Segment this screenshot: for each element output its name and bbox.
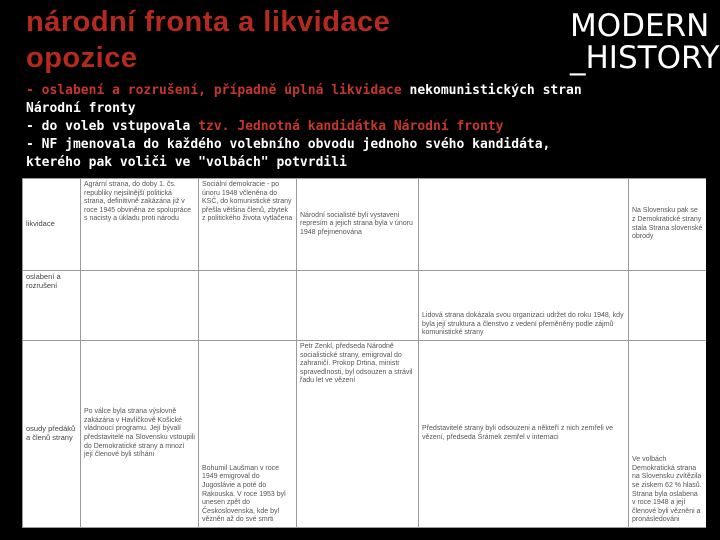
table-cell: Národní socialisté byli vystaveni represím a jejich strana byla v únoru 1948 přejmenována xyxy=(297,179,419,271)
bullet-2-text: - do voleb vstupovala xyxy=(26,119,199,134)
row-head-likvidace: likvidace xyxy=(23,179,81,271)
bullet-list xyxy=(26,82,706,172)
table-row xyxy=(23,341,707,528)
table-cell xyxy=(81,271,199,341)
table-cell: Po válce byla strana výslovně zakázána v Havlíčkově Košické vládnoucí programu. Její bývalí představitelé na Slovensku vstoupili do Demokratické strany a mnozí její členové byli stíháni xyxy=(81,341,199,528)
table-cell xyxy=(629,271,707,341)
bullet-3-cont xyxy=(26,154,706,172)
table-cell xyxy=(419,179,629,271)
bullet-3 xyxy=(26,136,706,154)
table-cell xyxy=(297,271,419,341)
table-row xyxy=(23,179,707,271)
bullet-3-cont-text: kterého pak voliči ve "volbách" potvrdili xyxy=(26,155,347,170)
bullet-1-highlight: - oslabení a rozrušení, případně úplná likvidace xyxy=(26,83,402,98)
bullet-2-highlight: tzv. Jednotná kandidátka Národní fronty xyxy=(198,119,504,134)
table-cell: Petr Zenkl, předseda Národně socialistické strany, emigroval do zahraničí. Prokop Drtina, ministr spravedlnosti, byl odsouzen a strávil řadu let ve vězení xyxy=(297,341,419,528)
table-cell: Bohumil Laušman v roce 1949 emigroval do Jugoslávie a poté do Rakouska. V roce 1953 byl unesen zpět do Československa, kde byl vězněn až do své smrti xyxy=(199,341,297,528)
logo-line-2: _HISTORY xyxy=(570,40,720,76)
modern-history-logo xyxy=(570,8,720,76)
table-cell: Sociální demokracie - po únoru 1948 včleněna do KSČ, do komunistické strany přešla většina členů, zbytek z politického života vytlačena xyxy=(199,179,297,271)
bullet-1-cont xyxy=(26,100,706,118)
slide-title xyxy=(26,4,546,76)
row-head-oslabeni: oslabení a rozrušení xyxy=(23,271,81,341)
bullet-1-text: nekomunistických stran xyxy=(401,83,582,98)
table-cell xyxy=(199,271,297,341)
table-cell: Představitelé strany byli odsouzeni a někteří z nich zemřeli ve vězení, předseda Šrámek zemřel v internaci xyxy=(419,341,629,528)
bullet-1 xyxy=(26,82,706,100)
bullet-3-text: - NF jmenovala do každého volebního obvodu jednoho svého kandidáta, xyxy=(26,137,551,152)
title-line-1: národní fronta a likvidace xyxy=(26,6,391,38)
table-cell: Na Slovensku pak se z Demokratické strany stala Strana slovenské obrody xyxy=(629,179,707,271)
logo-line-1: MODERN xyxy=(570,8,710,44)
table-cell: Lidová strana dokázala svou organizaci udržet do roku 1948, kdy byla její struktura a členstvo z vedení přeměněny podle zájmů komunistické strany xyxy=(419,271,629,341)
table-cell: Ve volbách Demokratická strana na Slovensku zvítězila se ziskem 62 % hlasů. Strana byla oslabena v roce 1948 a její členové byli vězněni a pronásledováni xyxy=(629,341,707,528)
title-line-2: opozice xyxy=(26,42,138,74)
table-row xyxy=(23,271,707,341)
parties-table xyxy=(22,178,706,528)
bullet-1-cont-text: Národní fronty xyxy=(26,101,136,116)
row-head-osudy: osudy předáků a členů strany xyxy=(23,341,81,528)
table-grid xyxy=(22,178,706,528)
table-cell: Agrární strana, do doby 1. čs. republiky nejsilnější politická strana, definitivně zakázána již v roce 1945 obviněna ze spolupráce s nacisty a úkladu proti národu xyxy=(81,179,199,271)
bullet-2 xyxy=(26,118,706,136)
